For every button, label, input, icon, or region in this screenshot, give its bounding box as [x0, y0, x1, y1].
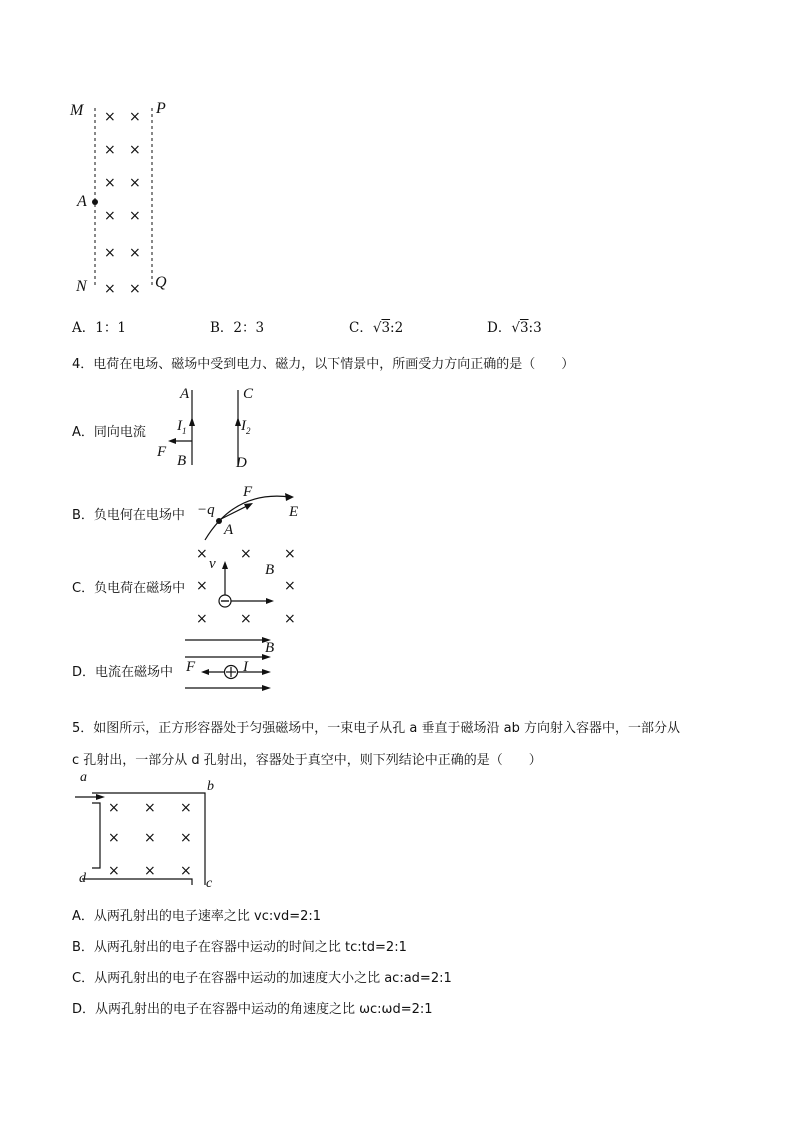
q4-b-label-e: E: [289, 504, 299, 520]
svg-text:×: ×: [196, 546, 208, 562]
q5-label-b: b: [207, 779, 214, 794]
svg-text:×: ×: [104, 109, 116, 125]
svg-text:×: ×: [284, 611, 296, 627]
q4-d-label-b: B: [265, 640, 275, 656]
svg-text:×: ×: [108, 800, 120, 816]
q5-option-b: B．从两孔射出的电子在容器中运动的时间之比 tc:td=2:1: [72, 940, 407, 955]
svg-text:×: ×: [129, 281, 141, 297]
svg-text:×: ×: [129, 175, 141, 191]
q4-c-label-b: B: [265, 562, 275, 578]
q4-a-label-c: C: [243, 386, 254, 402]
label-n: N: [76, 278, 87, 295]
q5-label-d: d: [79, 871, 86, 886]
q4-a-label-b: B: [177, 453, 187, 469]
q3-option-c: C．√3:2: [349, 320, 404, 336]
svg-text:×: ×: [129, 109, 141, 125]
q4-b-label-a: A: [224, 522, 234, 538]
q4-b-label-q: −q: [197, 502, 215, 518]
q5-stem-line2: c 孔射出，一部分从 d 孔射出，容器处于真空中，则下列结论中正确的是（ ）: [72, 753, 542, 768]
q5-square-container: [72, 775, 222, 895]
q4-a-label-i1: $I_1$: [177, 418, 187, 436]
q5-option-a: A．从两孔射出的电子速率之比 vc:vd=2:1: [72, 909, 322, 924]
q4-d-label-i: I: [243, 659, 248, 675]
q4-option-a-label: A．同向电流: [72, 425, 146, 440]
svg-text:×: ×: [108, 863, 120, 879]
q3-option-b: B．2：3: [210, 320, 265, 336]
label-q: Q: [155, 274, 167, 291]
svg-text:×: ×: [144, 830, 156, 846]
svg-text:×: ×: [284, 546, 296, 562]
svg-text:×: ×: [108, 830, 120, 846]
q4-option-c-label: C．负电荷在磁场中: [72, 581, 186, 596]
q4-a-label-f: F: [157, 444, 167, 460]
svg-text:×: ×: [104, 175, 116, 191]
svg-text:×: ×: [180, 863, 192, 879]
svg-text:×: ×: [144, 800, 156, 816]
svg-text:×: ×: [104, 142, 116, 158]
q3-option-a: A．1：1: [72, 320, 126, 336]
svg-text:×: ×: [180, 830, 192, 846]
sqrt-symbol: √: [511, 320, 520, 336]
label-p: P: [156, 100, 166, 117]
q3-option-d: D．√3:3: [487, 320, 542, 336]
q4-a-label-i2: $I_2$: [241, 418, 251, 436]
sqrt-symbol: √: [372, 320, 382, 336]
svg-text:×: ×: [240, 611, 252, 627]
svg-text:×: ×: [129, 208, 141, 224]
q4-a-label-d: D: [236, 455, 247, 471]
svg-text:×: ×: [196, 578, 208, 594]
svg-text:×: ×: [196, 611, 208, 627]
q4-a-label-a: A: [180, 386, 190, 402]
q4-stem: 4．电荷在电场、磁场中受到电力、磁力，以下情景中，所画受力方向正确的是（ ）: [72, 357, 575, 372]
q4-b-label-f: F: [243, 484, 253, 500]
point-a-dot: [92, 199, 98, 205]
q4-option-b-label: B．负电何在电场中: [72, 508, 185, 523]
q5-option-d: D．从两孔射出的电子在容器中运动的角速度之比 ωc:ωd=2:1: [72, 1002, 433, 1017]
svg-text:×: ×: [129, 245, 141, 261]
svg-text:×: ×: [104, 208, 116, 224]
q4-d-label-f: F: [186, 659, 196, 675]
label-a: A: [77, 193, 87, 210]
svg-text:×: ×: [104, 281, 116, 297]
charge-dot: [216, 518, 222, 524]
svg-text:×: ×: [240, 546, 252, 562]
svg-text:×: ×: [284, 578, 296, 594]
svg-text:×: ×: [180, 800, 192, 816]
q5-stem-line1: 5．如图所示，正方形容器处于匀强磁场中，一束电子从孔 a 垂直于磁场沿 ab 方向射入容器中，一部分从: [72, 721, 680, 736]
q4-c-label-v: v: [209, 556, 216, 572]
svg-text:×: ×: [104, 245, 116, 261]
svg-text:×: ×: [129, 142, 141, 158]
label-m: M: [70, 102, 84, 119]
q5-label-a: a: [80, 770, 87, 785]
svg-text:×: ×: [144, 863, 156, 879]
q5-option-c: C．从两孔射出的电子在容器中运动的加速度大小之比 ac:ad=2:1: [72, 971, 452, 986]
q4-option-d-label: D．电流在磁场中: [72, 665, 174, 680]
q4-c-magnetic-field: [190, 543, 310, 628]
q5-label-c: c: [206, 876, 213, 891]
